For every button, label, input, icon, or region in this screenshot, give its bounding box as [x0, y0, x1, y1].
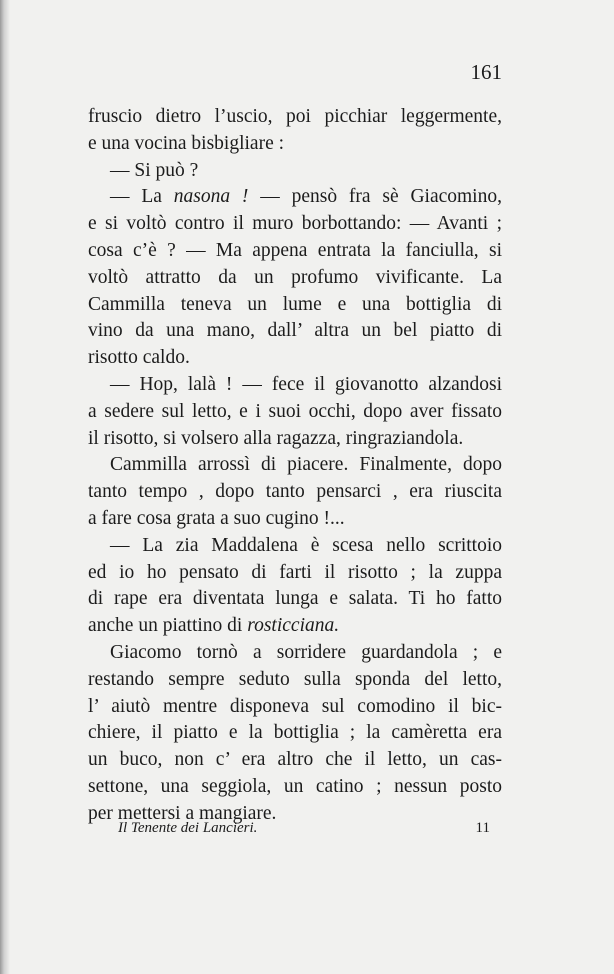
text-run: e una vocina bisbigliare : [88, 132, 285, 154]
text-run: voltò attratto da un profumo vivificante. La [88, 266, 502, 288]
text-run: Giacomo tornò a sorridere guardandola ; e [110, 641, 502, 663]
text-line [88, 560, 502, 587]
text-line [88, 506, 502, 533]
text-run: tanto tempo , dopo tanto pensarci , era riuscita [88, 481, 502, 503]
text-run: a sedere sul letto, e i suoi occhi, dopo aver fissato [88, 400, 502, 422]
text-line [88, 452, 502, 479]
text-run: ed io ho pensato di farti il risotto ; la zuppa [88, 561, 502, 583]
italic-text-run: rosticciana. [247, 615, 340, 637]
text-line [88, 372, 502, 399]
text-line [88, 238, 502, 265]
text-line [88, 694, 502, 721]
text-run: anche un piattino di [88, 615, 248, 637]
text-run: — Hop, lalà ! — fece il giovanotto alzandosi [110, 373, 502, 395]
text-run: cosa c’è ? — Ma appena entrata la fanciulla, si [88, 239, 502, 261]
text-run: fruscio dietro l’uscio, poi picchiar leggermente, [88, 106, 502, 127]
italic-text-run: nasona ! [173, 186, 249, 208]
text-run: — Si può ? [110, 159, 199, 181]
text-line [88, 158, 502, 185]
body-text [88, 104, 502, 828]
text-run: risotto caldo. [88, 347, 190, 369]
text-run: restando sempre seduto sulla sponda del letto, [88, 668, 502, 690]
text-run: — pensò fra sè Giacomino, [248, 186, 502, 208]
text-line [88, 399, 502, 426]
text-line [88, 131, 502, 158]
text-line [88, 533, 502, 560]
text-run: Cammilla arrossì di piacere. Finalmente, dopo [110, 454, 502, 476]
footer-signature-mark: 11 [475, 820, 490, 836]
text-run: e si voltò contro il muro borbottando: — Avanti ; [88, 213, 502, 235]
text-run: di rape era diventata lunga e salata. Ti ho fatto [88, 588, 502, 610]
page-footer [118, 820, 490, 837]
text-run: chiere, il piatto e la bottiglia ; la camèretta era [88, 722, 502, 744]
footer-book-title: Il Tenente dei Lancieri. [118, 820, 258, 836]
text-run: l’ aiutò mentre disponeva sul comodino il bic- [88, 695, 502, 717]
text-run: a fare cosa grata a suo cugino !... [88, 507, 345, 529]
text-line [88, 586, 502, 613]
text-run: — La [110, 186, 174, 208]
text-line [88, 292, 502, 319]
page-number: 161 [470, 60, 502, 84]
text-line [88, 774, 502, 801]
text-line [88, 318, 502, 345]
text-run: il risotto, si volsero alla ragazza, ringraziandola. [88, 427, 464, 449]
text-line [88, 345, 502, 372]
text-line [88, 720, 502, 747]
text-line [88, 104, 502, 131]
text-line [88, 667, 502, 694]
text-line [88, 479, 502, 506]
text-run: Cammilla teneva un lume e una bottiglia di [88, 293, 502, 315]
text-line [88, 211, 502, 238]
text-line [88, 747, 502, 774]
text-run: per mettersi a mangiare. [88, 802, 277, 824]
text-line [88, 265, 502, 292]
page-edge-shadow [0, 0, 10, 974]
text-run: settone, una seggiola, un catino ; nessun posto [88, 775, 502, 797]
text-run: vino da una mano, dall’ altra un bel piatto di [88, 320, 502, 342]
text-run: un buco, non c’ era altro che il letto, un cas- [88, 749, 502, 771]
text-run: — La zia Maddalena è scesa nello scrittoio [110, 534, 502, 556]
text-line [88, 426, 502, 453]
text-line [88, 184, 502, 211]
text-line [88, 613, 502, 640]
text-line [88, 640, 502, 667]
